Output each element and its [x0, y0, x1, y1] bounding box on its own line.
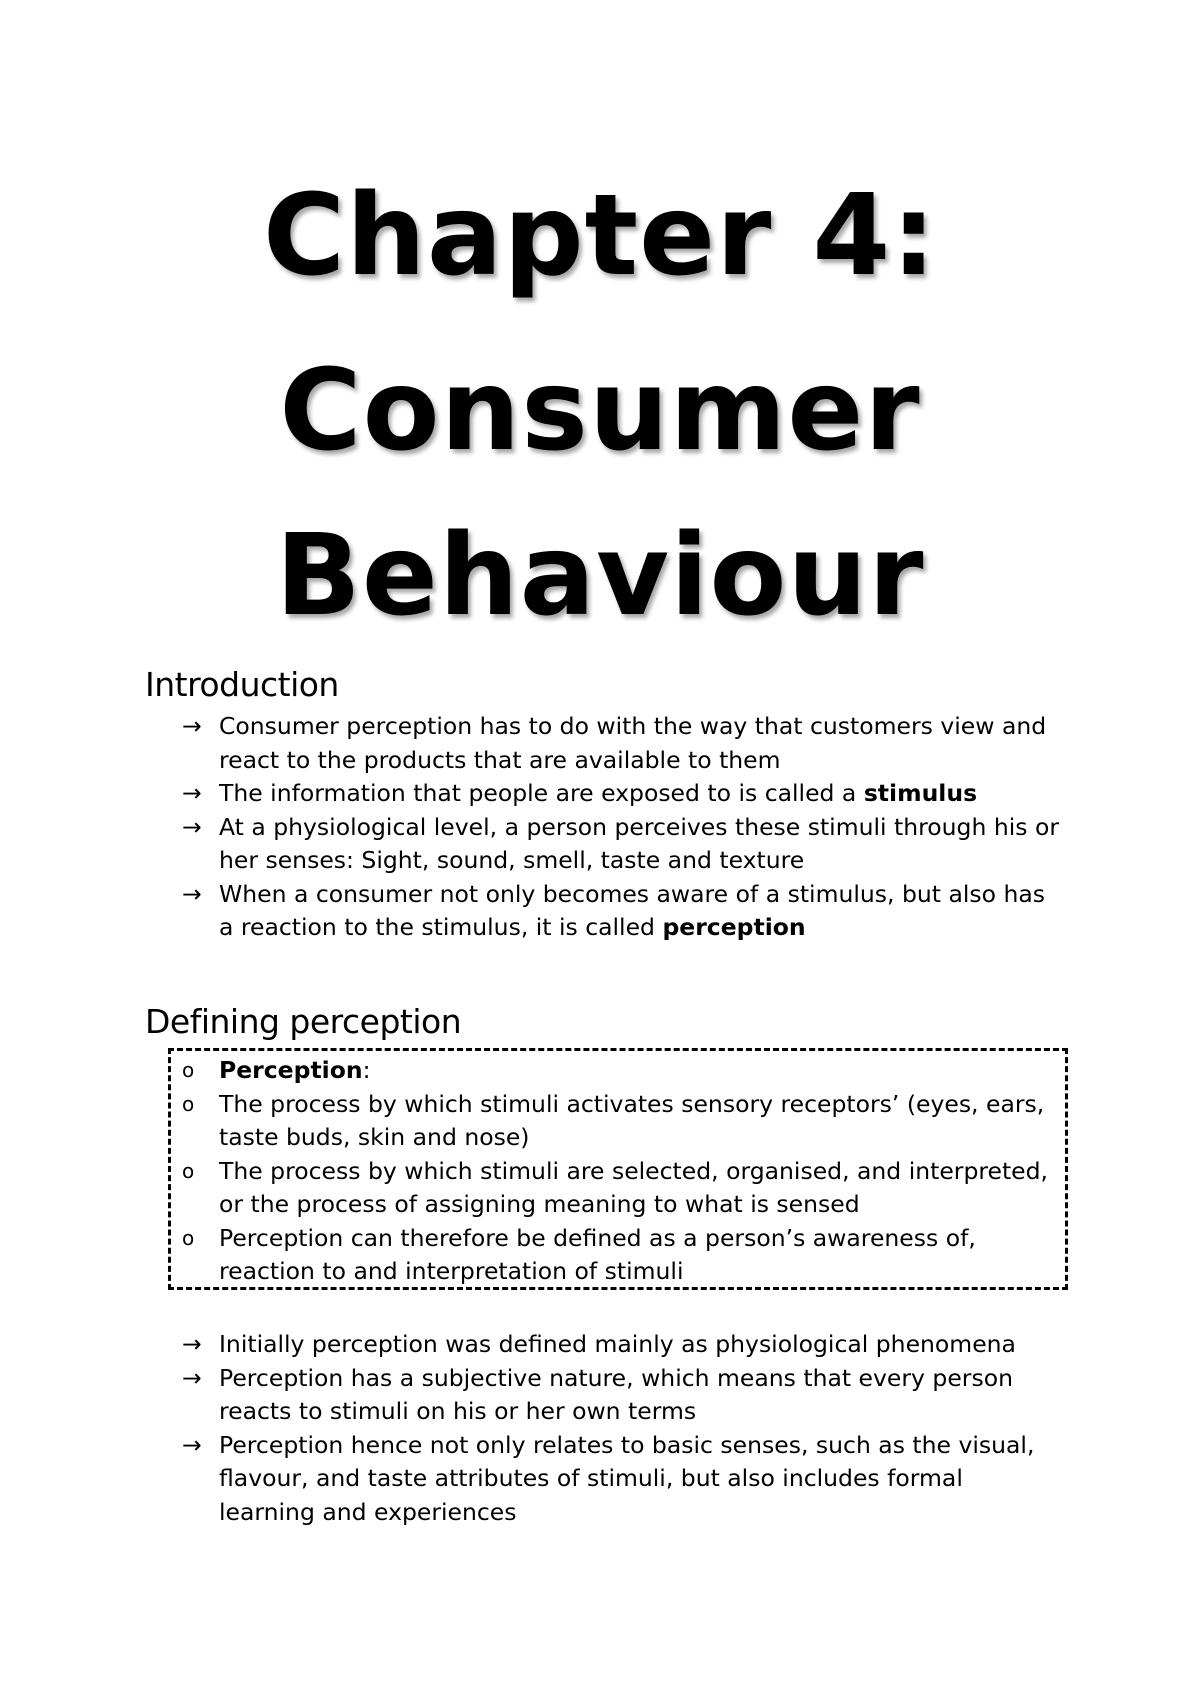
item-text: Perception can therefore be defined as a person’s awareness of, reaction to and interpretation of stimuli: [219, 1223, 976, 1285]
arrow-icon: →: [182, 1430, 202, 1459]
list-item: [182, 811, 1062, 878]
arrow-icon: →: [182, 779, 202, 807]
list-item: [182, 1429, 1062, 1530]
list-item: [182, 1362, 1062, 1429]
item-text: The process by which stimuli are selected, organised, and interpreted, or the process of assigning meaning to what is sensed: [219, 1156, 1049, 1218]
item-bold-term: stimulus: [863, 779, 978, 807]
circle-bullet-icon: o: [182, 1091, 195, 1116]
list-item: [182, 1054, 1062, 1088]
item-text: At a physiological level, a person perceives these stimuli through his or her senses: Sight, sound, smell, taste and texture: [219, 812, 1059, 874]
introduction-list: [182, 710, 1062, 945]
arrow-icon: →: [182, 1363, 202, 1392]
item-bold-term: perception: [662, 913, 806, 941]
item-text: The information that people are exposed to is called a: [219, 779, 864, 807]
list-item: [182, 1088, 1062, 1155]
list-item: [182, 777, 1062, 811]
list-item: [182, 1155, 1062, 1222]
item-text: The process by which stimuli activates sensory receptors’ (eyes, ears, taste buds, skin and nose): [219, 1089, 1045, 1151]
item-text: Consumer perception has to do with the way that customers view and react to the products that are available to them: [219, 712, 1047, 774]
arrow-icon: →: [182, 879, 202, 908]
arrow-icon: →: [182, 1330, 202, 1358]
definition-list: [182, 1054, 1062, 1289]
item-bold-term: Perception: [219, 1056, 363, 1084]
item-text: Initially perception was defined mainly as physiological phenomena: [219, 1330, 1016, 1358]
chapter-title-line-3: Behaviour: [275, 511, 925, 641]
arrow-icon: →: [182, 712, 202, 740]
circle-bullet-icon: o: [182, 1158, 195, 1183]
list-item: [182, 1328, 1062, 1362]
chapter-title-line-1: Chapter 4:: [262, 171, 938, 301]
list-item: [182, 1222, 1062, 1289]
arrow-icon: →: [182, 812, 202, 841]
list-item: [182, 878, 1062, 945]
circle-bullet-icon: o: [182, 1225, 195, 1250]
introduction-heading: Introduction: [145, 665, 339, 704]
item-text: Perception hence not only relates to basic senses, such as the visual, flavour, and taste attributes of stimuli, but also includes formal learning and experiences: [219, 1430, 1035, 1526]
item-text: Perception has a subjective nature, which means that every person reacts to stimuli on his or her own terms: [219, 1363, 1013, 1425]
list-item: [182, 710, 1062, 777]
circle-bullet-icon: o: [182, 1058, 195, 1082]
item-text: :: [362, 1056, 371, 1084]
perception-notes-list: [182, 1328, 1062, 1529]
defining-perception-heading: Defining perception: [145, 1002, 462, 1041]
chapter-title-line-2: Consumer: [279, 346, 921, 476]
item-text: When a consumer not only becomes aware of a stimulus, but also has a reaction to the stimulus, it is called: [219, 879, 1046, 941]
